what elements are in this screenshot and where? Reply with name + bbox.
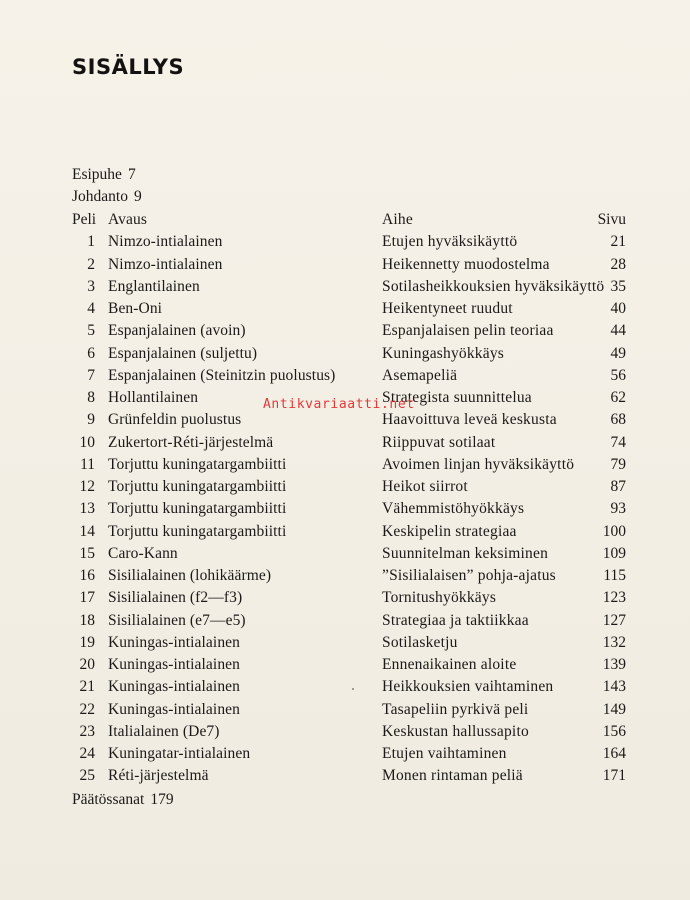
- topic-name: Vähemmistöhyökkäys: [382, 500, 525, 518]
- game-number: 8: [87, 389, 95, 406]
- page-number: 21: [610, 233, 626, 251]
- game-number: 18: [79, 611, 95, 629]
- table-row: [0, 498, 690, 520]
- opening-name: Ben-Oni: [108, 300, 163, 317]
- topic-name: Espanjalaisen pelin teoriaa: [382, 322, 554, 340]
- opening-name: Hollantilainen: [108, 389, 199, 406]
- contents-table: [0, 209, 690, 788]
- page-number: 28: [610, 255, 626, 273]
- page-number: 143: [602, 678, 626, 696]
- table-row: [0, 676, 690, 698]
- table-row: [0, 610, 690, 632]
- topic-name: Kuningashyökkäys: [382, 344, 505, 362]
- opening-name: Sisilialainen (e7—e5): [108, 611, 246, 629]
- front-matter-preface: [72, 166, 136, 184]
- table-row: [0, 231, 690, 253]
- table-row: [0, 565, 690, 587]
- game-number: 20: [79, 656, 95, 673]
- table-row: [0, 409, 690, 431]
- opening-name: Torjuttu kuningatargambiitti: [108, 478, 287, 495]
- game-number: 6: [87, 344, 95, 362]
- page-number: 123: [602, 589, 626, 607]
- topic-name: Avoimen linjan hyväksikäyttö: [382, 455, 575, 473]
- table-row: [0, 343, 690, 365]
- opening-name: Caro-Kann: [108, 544, 178, 562]
- page-number: 56: [610, 366, 626, 384]
- topic-name: Heikkouksien vaihtaminen: [382, 678, 554, 696]
- table-row: [0, 654, 690, 676]
- table-row: [0, 721, 690, 743]
- table-row: [0, 432, 690, 454]
- page-number: 100: [602, 522, 626, 540]
- topic-name: Keskipelin strategiaa: [382, 522, 517, 540]
- game-number: 1: [87, 233, 95, 251]
- table-row: [0, 276, 690, 298]
- game-number: 14: [79, 522, 95, 540]
- table-row: [0, 743, 690, 765]
- table-row: [0, 632, 690, 654]
- topic-name: Strategiaa ja taktiikkaa: [382, 611, 529, 629]
- opening-name: Torjuttu kuningatargambiitti: [108, 500, 287, 518]
- topic-name: Tasapeliin pyrkivä peli: [382, 700, 529, 718]
- game-number: 23: [79, 722, 95, 740]
- page-number: 109: [602, 544, 626, 562]
- opening-name: Kuningas-intialainen: [108, 700, 240, 718]
- header-opening: Avaus: [108, 211, 147, 228]
- table-row: [0, 254, 690, 276]
- page-number: 79: [610, 455, 626, 473]
- game-number: 21: [79, 678, 95, 696]
- topic-name: Heikentyneet ruudut: [382, 300, 513, 317]
- topic-name: Monen rintaman peliä: [382, 767, 523, 785]
- game-number: 2: [87, 255, 95, 273]
- game-number: 10: [79, 433, 95, 451]
- topic-name: Strategista suunnittelua: [382, 389, 532, 406]
- topic-name: ”Sisilialaisen” pohja-ajatus: [382, 567, 556, 584]
- header-page: Sivu: [597, 211, 626, 228]
- game-number: 12: [79, 478, 95, 495]
- page-number: 127: [602, 611, 626, 629]
- game-number: 25: [79, 767, 95, 785]
- opening-name: Englantilainen: [108, 277, 200, 295]
- opening-name: Espanjalainen (suljettu): [108, 344, 258, 362]
- opening-name: Espanjalainen (Steinitzin puolustus): [108, 366, 336, 384]
- topic-name: Heikot siirrot: [382, 478, 468, 495]
- topic-name: Tornitushyökkäys: [382, 589, 497, 607]
- page-number: 149: [602, 700, 626, 718]
- game-number: 24: [79, 745, 95, 762]
- page-number: 74: [610, 433, 626, 451]
- topic-name: Sotilasketju: [382, 633, 458, 651]
- opening-name: Kuningas-intialainen: [108, 633, 240, 651]
- opening-name: Réti-järjestelmä: [108, 767, 209, 785]
- header-topic: Aihe: [382, 211, 413, 228]
- opening-name: Kuningatar-intialainen: [108, 745, 251, 762]
- front-matter-afterword: [72, 791, 174, 809]
- table-row: [0, 765, 690, 787]
- game-number: 15: [79, 544, 95, 562]
- topic-name: Suunnitelman keksiminen: [382, 544, 549, 562]
- game-number: 4: [87, 300, 95, 317]
- topic-name: Asemapeliä: [382, 366, 458, 384]
- opening-name: Nimzo-intialainen: [108, 255, 223, 273]
- page-number: 40: [610, 300, 626, 317]
- afterword-page: 179: [150, 791, 174, 808]
- table-row: [0, 320, 690, 342]
- opening-name: Sisilialainen (lohikäärme): [108, 567, 272, 584]
- page-number: 156: [602, 722, 626, 740]
- page-number: 62: [610, 389, 626, 406]
- table-row: [0, 699, 690, 721]
- preface-label: Esipuhe: [72, 166, 122, 183]
- page-number: 35: [610, 277, 626, 295]
- front-matter-introduction: [72, 188, 142, 206]
- game-number: 16: [79, 567, 95, 584]
- game-number: 3: [87, 277, 95, 295]
- topic-name: Haavoittuva leveä keskusta: [382, 411, 557, 429]
- opening-name: Italialainen (De7): [108, 722, 220, 740]
- page-title: SISÄLLYS: [72, 55, 185, 79]
- opening-name: Espanjalainen (avoin): [108, 322, 246, 340]
- game-number: 7: [87, 366, 95, 384]
- preface-page: 7: [127, 166, 136, 183]
- afterword-label: Päätössanat: [72, 791, 145, 808]
- table-row: [0, 587, 690, 609]
- topic-name: Etujen vaihtaminen: [382, 745, 507, 762]
- page-number: 44: [610, 322, 626, 340]
- page-number: 93: [610, 500, 626, 518]
- game-number: 13: [79, 500, 95, 518]
- introduction-label: Johdanto: [72, 188, 128, 205]
- opening-name: Kuningas-intialainen: [108, 678, 240, 696]
- opening-name: Torjuttu kuningatargambiitti: [108, 455, 287, 473]
- page-number: 164: [602, 745, 626, 762]
- game-number: 11: [80, 455, 95, 473]
- table-row: [0, 521, 690, 543]
- opening-name: Sisilialainen (f2—f3): [108, 589, 243, 607]
- table-header: [0, 209, 690, 231]
- opening-name: Grünfeldin puolustus: [108, 411, 242, 429]
- game-number: 22: [79, 700, 95, 718]
- opening-name: Zukertort-Réti-järjestelmä: [108, 433, 274, 451]
- game-number: 5: [87, 322, 95, 340]
- paper-speck: [352, 688, 354, 690]
- topic-name: Ennenaikainen aloite: [382, 656, 517, 673]
- game-number: 17: [79, 589, 95, 607]
- topic-name: Keskustan hallussapito: [382, 722, 529, 740]
- game-number: 9: [87, 411, 95, 429]
- table-row: [0, 365, 690, 387]
- topic-name: Sotilasheikkouksien hyväksikäyttö: [382, 277, 605, 295]
- table-row: [0, 543, 690, 565]
- topic-name: Etujen hyväksikäyttö: [382, 233, 518, 251]
- page-number: 132: [602, 633, 626, 651]
- topic-name: Riippuvat sotilaat: [382, 433, 496, 451]
- table-row: [0, 298, 690, 320]
- introduction-page: 9: [133, 188, 142, 205]
- page-number: 115: [603, 567, 626, 584]
- table-row: [0, 454, 690, 476]
- page-number: 87: [610, 478, 626, 495]
- page-number: 139: [602, 656, 626, 673]
- table-row: [0, 476, 690, 498]
- watermark-text: Antikvariaatti.net: [263, 397, 415, 412]
- opening-name: Torjuttu kuningatargambiitti: [108, 522, 287, 540]
- header-game: Peli: [72, 211, 97, 228]
- topic-name: Heikennetty muodostelma: [382, 255, 550, 273]
- opening-name: Kuningas-intialainen: [108, 656, 240, 673]
- page-number: 49: [610, 344, 626, 362]
- opening-name: Nimzo-intialainen: [108, 233, 223, 251]
- page-number: 68: [610, 411, 626, 429]
- game-number: 19: [79, 633, 95, 651]
- page-number: 171: [602, 767, 626, 785]
